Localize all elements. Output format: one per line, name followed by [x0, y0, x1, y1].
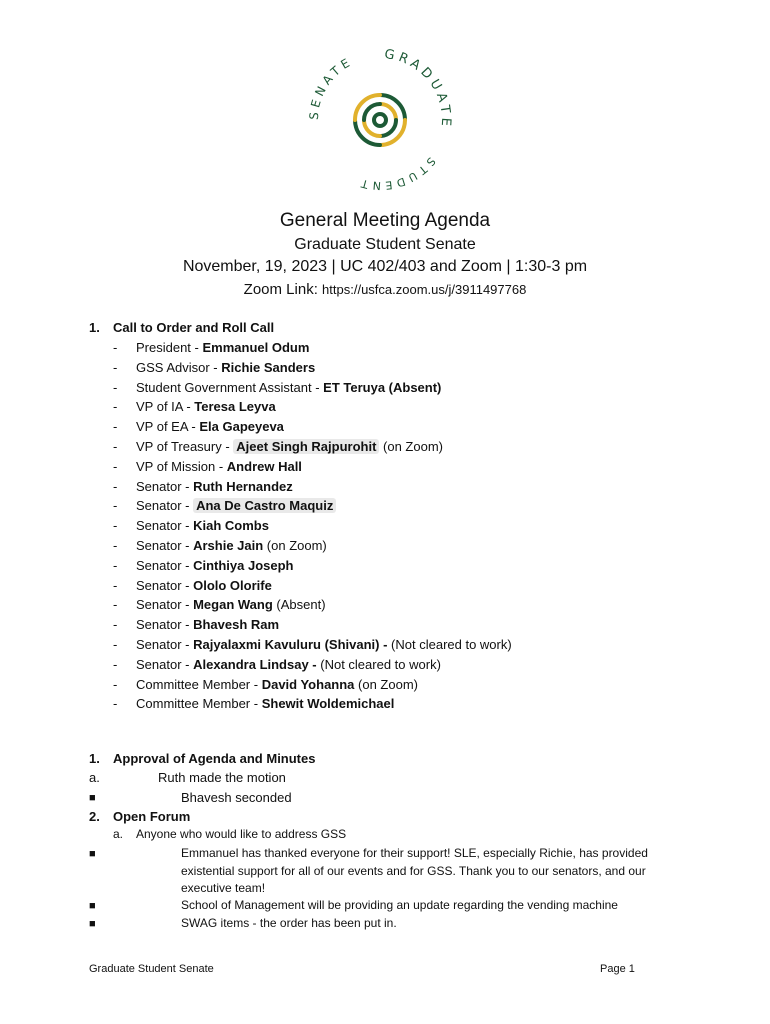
zoom-link[interactable]: https://usfca.zoom.us/j/3911497768 — [322, 282, 527, 297]
org-name: Graduate Student Senate — [294, 236, 476, 253]
roll-call-list — [113, 338, 512, 714]
dash-marker: - — [113, 676, 118, 692]
roll-name: Kiah Combs — [193, 518, 269, 534]
page-number: Page 1 — [600, 963, 635, 975]
bullet-icon: ■ — [89, 792, 96, 804]
roll-name: ET Teruya (Absent) — [323, 379, 442, 395]
section-call-to-order — [89, 320, 274, 335]
roll-call-item — [113, 675, 512, 695]
roll-call-item — [113, 556, 512, 576]
dash-marker: - — [113, 438, 118, 454]
svg-text:GRADUATE — [383, 47, 453, 130]
roll-note: (Not cleared to work) — [316, 656, 441, 672]
logo-text-left: SENATE — [306, 53, 356, 121]
roll-call-item — [113, 516, 512, 536]
roll-note: (on Zoom) — [379, 438, 443, 454]
roll-name: Rajyalaxmi Kavuluru (Shivani) - — [193, 636, 388, 652]
roll-name: Ajeet Singh Rajpurohit — [233, 439, 379, 454]
svg-text:SENATE — [307, 54, 356, 120]
roll-note: (on Zoom) — [354, 676, 418, 692]
roll-name: Andrew Hall — [226, 458, 302, 474]
logo-text-top: GRADUATE — [383, 46, 454, 131]
section-title: Open Forum — [113, 809, 191, 824]
list-marker-a: a. — [113, 827, 124, 841]
dash-marker: - — [113, 617, 118, 633]
roll-role: Senator - — [136, 498, 194, 514]
forum-item-1: Emmanuel has thanked everyone for their support! SLE, especially Richie, has provided existential support for all of our events and for GSS. Thank you to our senators, and our executive team! — [181, 846, 648, 895]
logo-text-right: STUDENT — [355, 154, 438, 193]
roll-name: Alexandra Lindsay - — [193, 656, 317, 672]
dash-marker: - — [113, 379, 118, 395]
roll-name: Teresa Leyva — [194, 399, 276, 415]
roll-call-item — [113, 437, 512, 457]
motion-text: Ruth made the motion — [158, 770, 286, 785]
roll-call-item — [113, 378, 512, 398]
roll-note: (on Zoom) — [263, 537, 327, 553]
dash-marker: - — [113, 478, 118, 494]
roll-name: Shewit Woldemichael — [261, 696, 395, 712]
roll-note: (Not cleared to work) — [387, 636, 512, 652]
roll-name: Emmanuel Odum — [202, 340, 310, 355]
roll-name: Arshie Jain — [193, 537, 264, 553]
roll-role: Student Government Assistant - — [136, 379, 324, 395]
roll-call-item — [113, 358, 512, 378]
roll-role: Committee Member - — [136, 676, 262, 692]
roll-role: VP of Treasury - — [136, 438, 234, 454]
dash-marker: - — [113, 577, 118, 593]
bullet-icon: ■ — [89, 918, 96, 930]
roll-role: VP of IA - — [136, 399, 195, 415]
section-number: 1. — [89, 751, 100, 766]
dash-marker: - — [113, 419, 118, 435]
roll-name: Bhavesh Ram — [193, 617, 280, 633]
page-title: General Meeting Agenda — [279, 210, 491, 231]
roll-call-item — [113, 595, 512, 615]
roll-name: Richie Sanders — [221, 359, 316, 375]
dash-marker: - — [113, 597, 118, 613]
roll-role: Senator - — [136, 537, 194, 553]
dash-marker: - — [113, 340, 118, 355]
roll-role: Senator - — [136, 597, 194, 613]
dash-marker: - — [113, 399, 118, 415]
section-open-forum — [89, 809, 190, 824]
roll-role: Senator - — [136, 557, 194, 573]
roll-name: Ana De Castro Maquiz — [193, 498, 336, 513]
roll-name: Ololo Olorife — [193, 577, 272, 593]
roll-role: GSS Advisor - — [136, 359, 222, 375]
section-title: Approval of Agenda and Minutes — [113, 751, 316, 766]
roll-note: (Absent) — [272, 597, 326, 613]
roll-name: Cinthiya Joseph — [193, 557, 294, 573]
open-forum-prompt: Anyone who would like to address GSS — [136, 827, 347, 841]
roll-call-item — [113, 655, 512, 675]
dash-marker: - — [113, 498, 118, 514]
roll-call-item — [113, 457, 512, 477]
roll-call-item — [113, 615, 512, 635]
roll-call-item — [113, 417, 512, 437]
dash-marker: - — [113, 359, 118, 375]
dash-marker: - — [113, 557, 118, 573]
zoom-label: Zoom Link: — [243, 281, 323, 298]
roll-call-item — [113, 338, 512, 358]
meeting-details: November, 19, 2023 | UC 402/403 and Zoom | 1:30-3 pm — [182, 258, 588, 275]
roll-name: Ela Gapeyeva — [199, 419, 284, 435]
zoom-line — [0, 281, 770, 298]
roll-name: Megan Wang — [193, 597, 273, 613]
dash-marker: - — [113, 458, 118, 474]
roll-role: Senator - — [136, 636, 194, 652]
section-number: 1. — [89, 320, 100, 335]
roll-role: Senator - — [136, 617, 194, 633]
logo-swirl — [355, 95, 405, 145]
section-number: 2. — [89, 809, 100, 824]
roll-name: Ruth Hernandez — [193, 478, 293, 494]
graduate-student-senate-logo — [300, 40, 460, 200]
bullet-icon: ■ — [89, 900, 96, 912]
dash-marker: - — [113, 696, 118, 712]
svg-text:STUDENT — [356, 155, 438, 193]
list-marker-a: a. — [89, 770, 100, 785]
dash-marker: - — [113, 636, 118, 652]
roll-role: VP of Mission - — [136, 458, 227, 474]
seconded-text: Bhavesh seconded — [181, 790, 292, 805]
forum-item-2: School of Management will be providing an update regarding the vending machine — [181, 898, 618, 912]
roll-name: David Yohanna — [261, 676, 355, 692]
roll-role: Senator - — [136, 478, 194, 494]
roll-call-item — [113, 397, 512, 417]
roll-call-item — [113, 635, 512, 655]
dash-marker: - — [113, 518, 118, 534]
roll-role: Senator - — [136, 518, 194, 534]
dash-marker: - — [113, 537, 118, 553]
roll-call-item — [113, 536, 512, 556]
roll-call-item — [113, 576, 512, 596]
dash-marker: - — [113, 656, 118, 672]
section-title: Call to Order and Roll Call — [113, 320, 275, 335]
forum-item-3: SWAG items - the order has been put in. — [181, 916, 397, 930]
roll-call-item — [113, 496, 512, 516]
section-approval — [89, 751, 315, 766]
roll-role: President - — [136, 340, 203, 355]
roll-role: Committee Member - — [136, 696, 262, 712]
roll-role: VP of EA - — [136, 419, 200, 435]
roll-role: Senator - — [136, 577, 194, 593]
roll-role: Senator - — [136, 656, 194, 672]
roll-call-item — [113, 694, 512, 714]
roll-call-item — [113, 477, 512, 497]
bullet-icon: ■ — [89, 848, 96, 860]
footer-org: Graduate Student Senate — [89, 963, 214, 975]
